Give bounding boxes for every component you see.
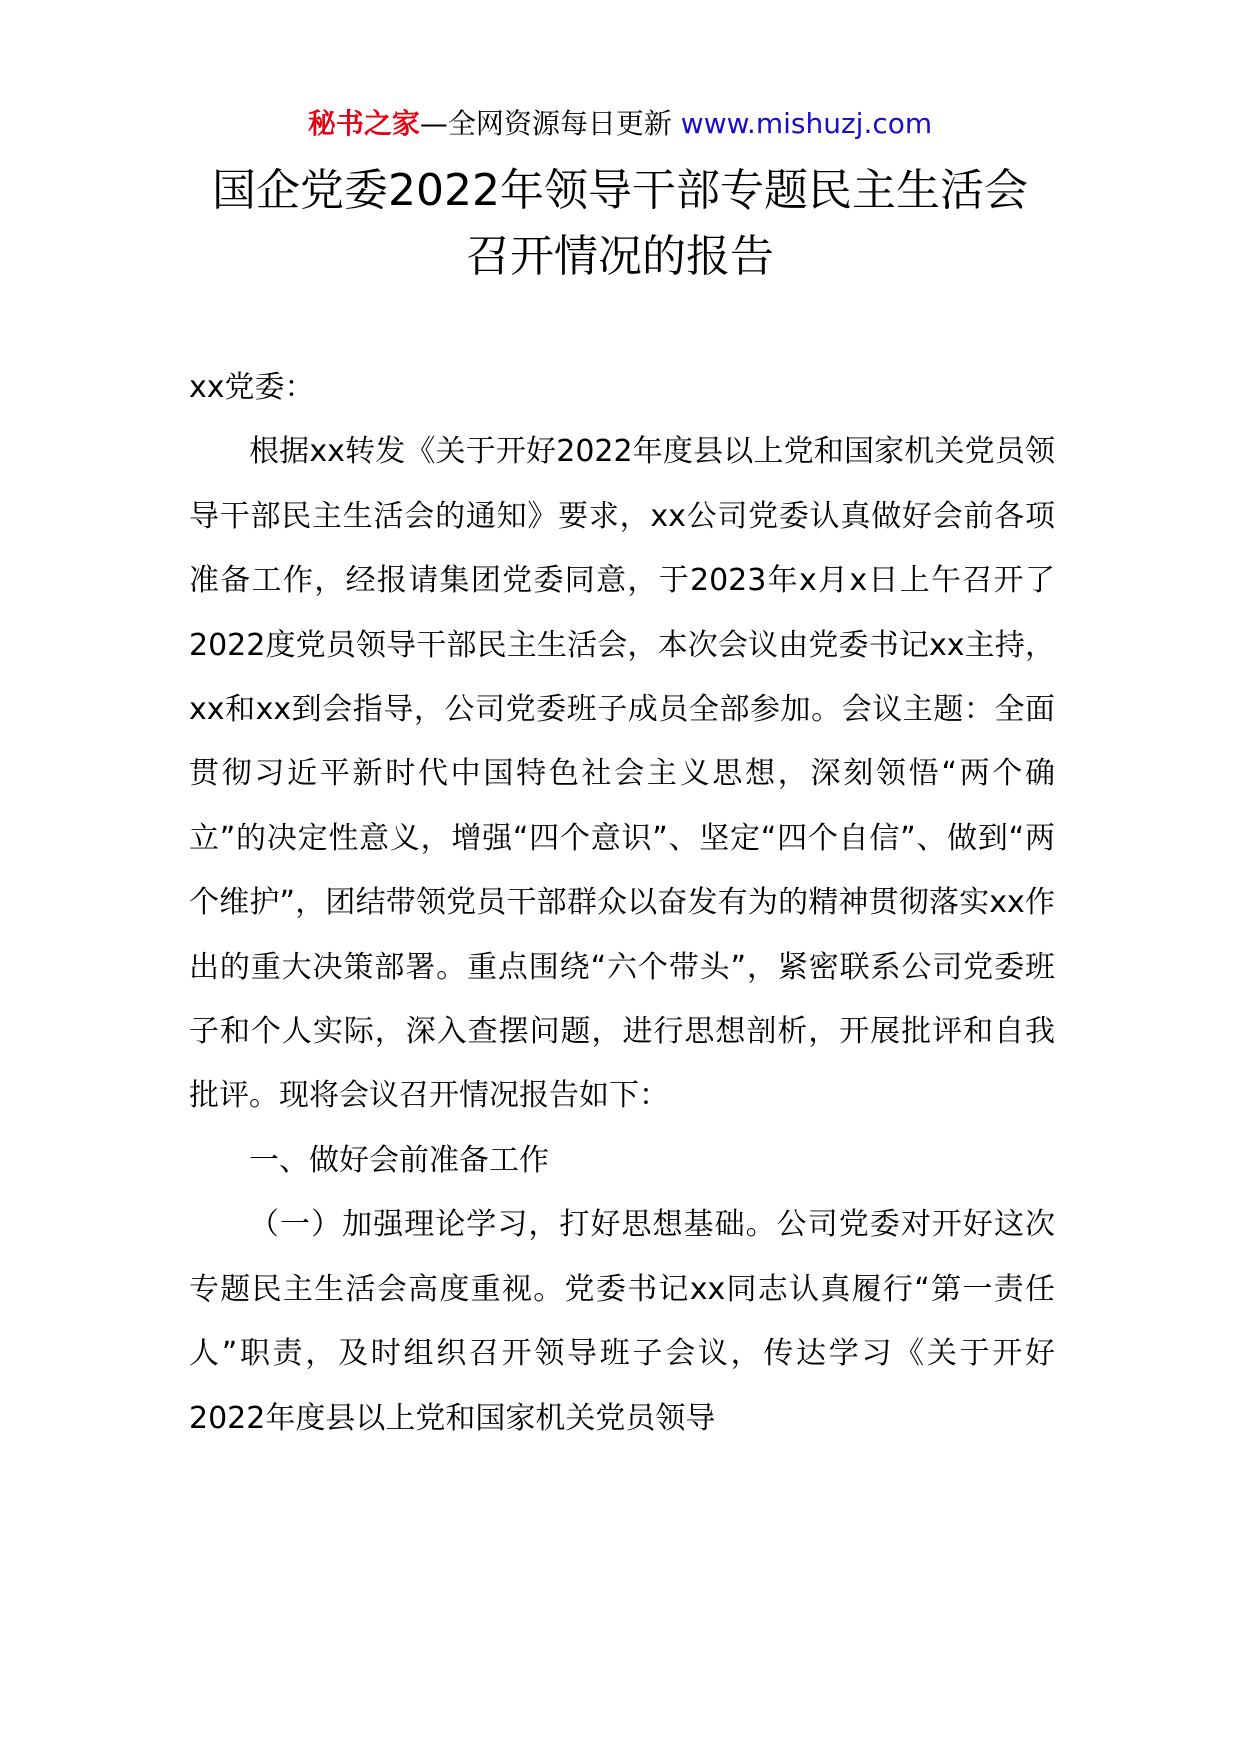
intro-paragraph: 根据xx转发《关于开好2022年度县以上党和国家机关党员领导干部民主生活会的通知》要求，xx公司党委认真做好会前各项准备工作，经报请集团党委同意，于2023年x月x日上午召开了2022度党员领导干部民主生活会，本次会议由党委书记xx主持，xx和xx到会指导，公司党委班子成员全部参加。会议主题：全面贯彻习近平新时代中国特色社会主义思想，深刻领悟“两个确立”的决定性意义，增强“四个意识”、坚定“四个自信”、做到“两个维护”，团结带领党员干部群众以奋发有为的精神贯彻落实xx作出的重大决策部署。重点围绕“六个带头”，紧密联系公司党委班子和个人实际，深入查摆问题，进行思想剖析，开展批评和自我批评。现将会议召开情况报告如下： [189, 434, 1055, 1114]
salutation: xx党委： [189, 370, 315, 405]
site-banner [0, 104, 1240, 144]
site-url-link[interactable]: www.mishuzj.com [680, 107, 933, 140]
section-heading-1: 一、做好会前准备工作 [249, 1142, 549, 1178]
document-title [0, 158, 1240, 290]
site-name: 秘书之家 [307, 107, 420, 140]
subsection-paragraph-1: （一）加强理论学习，打好思想基础。公司党委对开好这次专题民主生活会高度重视。党委书记xx同志认真履行“第一责任人”职责，及时组织召开领导班子会议，传达学习《关于开好2022年度县以上党和国家机关党员领导 [189, 1207, 1055, 1436]
document-title-line-2: 召开情况的报告 [466, 231, 774, 282]
document-body [189, 356, 1055, 1451]
site-tagline: —全网资源每日更新 [419, 107, 672, 140]
document-title-line-1: 国企党委2022年领导干部专题民主生活会 [212, 165, 1028, 216]
